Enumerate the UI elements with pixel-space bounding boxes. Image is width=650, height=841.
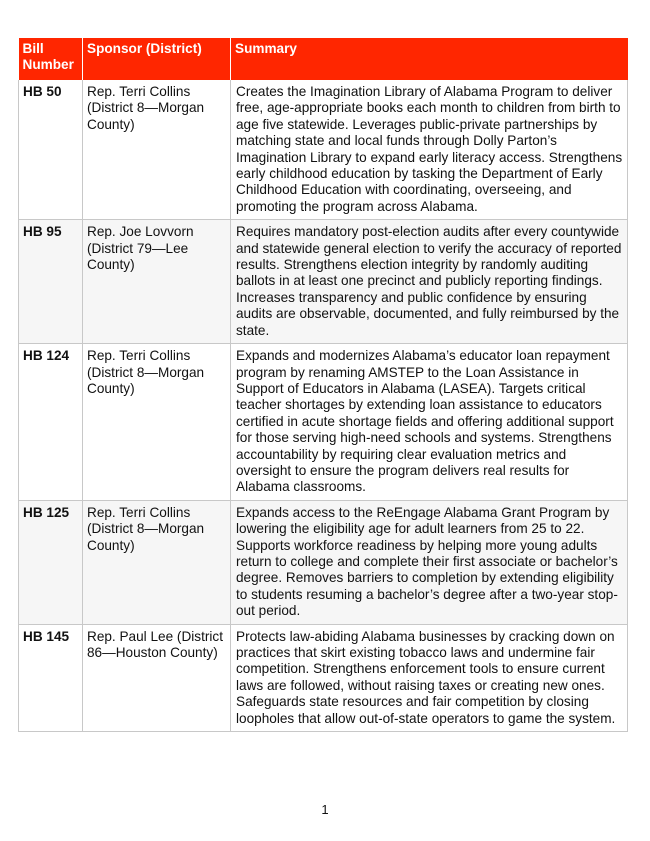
bill-summary: Expands access to the ReEngage Alabama Grant Program by lowering the eligibility age for adult learners from 25 to 22. Supports workforce readiness by helping more young adults return to college and complete their first associate or bachelor’s degree. Removes barriers to completion by extending eligibility to students resuming a bachelor’s degree after a two-year stop-out period. — [231, 500, 628, 624]
bill-number: HB 95 — [19, 220, 83, 344]
sponsor-district: Rep. Paul Lee (District 86—Houston County) — [83, 624, 231, 731]
table-row — [19, 500, 628, 624]
bill-number: HB 50 — [19, 80, 83, 220]
table-row — [19, 220, 628, 344]
table-row — [19, 344, 628, 501]
header-sponsor: Sponsor (District) — [83, 38, 231, 80]
bill-summary: Protects law-abiding Alabama businesses by cracking down on practices that skirt existing tobacco laws and undermine fair competition. Strengthens enforcement tools to ensure current laws are followed, without raising taxes or creating new ones. Safeguards state resources and fair competition by closing loopholes that allow out-of-state operators to game the system. — [231, 624, 628, 731]
header-row — [19, 38, 628, 80]
bill-number: HB 125 — [19, 500, 83, 624]
header-bill-number: Bill Number — [19, 38, 83, 80]
sponsor-district: Rep. Terri Collins (District 8—Morgan County) — [83, 344, 231, 501]
table-body — [19, 80, 628, 732]
sponsor-district: Rep. Joe Lovvorn (District 79—Lee County) — [83, 220, 231, 344]
bill-summary: Expands and modernizes Alabama’s educator loan repayment program by renaming AMSTEP to the Loan Assistance in Support of Educators in Alabama (LASEA). Targets critical teacher shortages by extending loan assistance to educators certified in acute shortage fields and offering additional support for those serving high-need schools and systems. Strengthens accountability by requiring clear evaluation metrics and oversight to ensure the program delivers real results for Alabama classrooms. — [231, 344, 628, 501]
bills-table — [18, 38, 628, 732]
bill-number: HB 145 — [19, 624, 83, 731]
sponsor-district: Rep. Terri Collins (District 8—Morgan County) — [83, 500, 231, 624]
header-summary: Summary — [231, 38, 628, 80]
bill-summary: Requires mandatory post-election audits after every countywide and statewide general election to verify the accuracy of reported results. Strengthens election integrity by randomly auditing ballots in at least one precinct and publicly reporting findings. Increases transparency and public confidence by ensuring audits are observable, documented, and fully reimbursed by the state. — [231, 220, 628, 344]
sponsor-district: Rep. Terri Collins (District 8—Morgan County) — [83, 80, 231, 220]
table-row — [19, 624, 628, 731]
bill-summary: Creates the Imagination Library of Alabama Program to deliver free, age-appropriate books each month to children from birth to age five statewide. Leverages public-private partnerships by matching state and local funds through Dolly Parton’s Imagination Library to expand early literacy access. Strengthens early childhood education by tasking the Department of Early Childhood Education with coordinating, overseeing, and promoting the program across Alabama. — [231, 80, 628, 220]
page-number: 1 — [321, 802, 329, 817]
table-row — [19, 80, 628, 220]
bill-number: HB 124 — [19, 344, 83, 501]
table-header — [19, 38, 628, 80]
